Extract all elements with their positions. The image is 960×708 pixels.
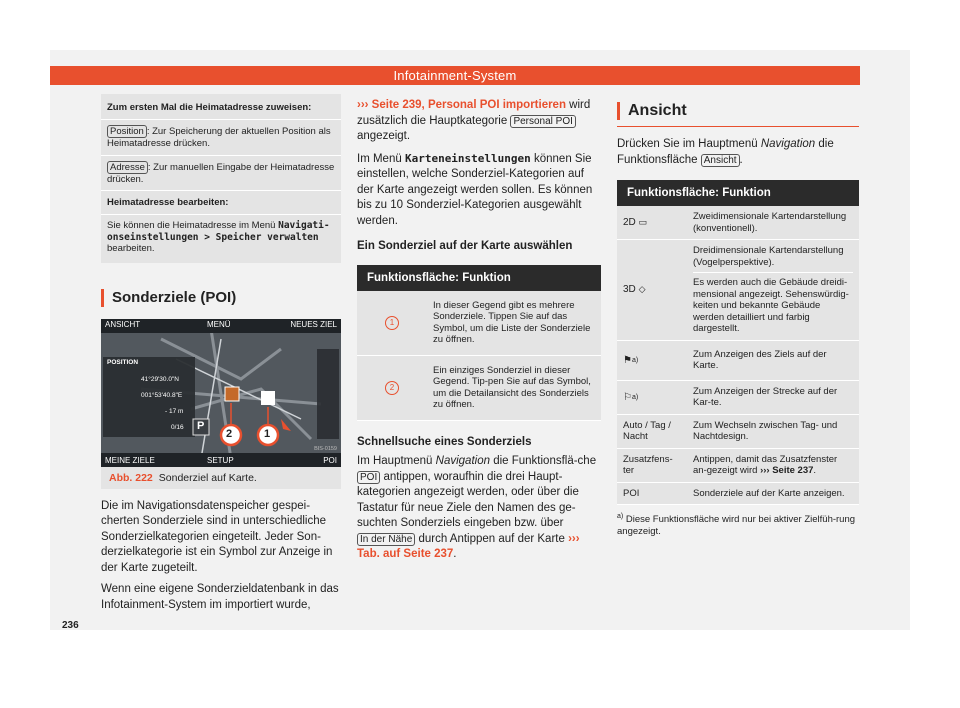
adresse-text: : Zur manuellen Eingabe der Heimatadresse drücken.: [107, 161, 335, 185]
column-right: [617, 94, 859, 538]
map-tab-poi[interactable]: POI: [323, 455, 337, 465]
edit-menu-path: Navigati-onseinstellungen > Speicher verwalten: [107, 220, 330, 243]
divider: [617, 126, 859, 127]
ansicht-row-text: [687, 240, 859, 340]
p3-nav: Navigation: [435, 455, 490, 467]
adresse-item: [101, 156, 341, 191]
p1-end: angezeigt.: [357, 130, 411, 142]
map-latitude: 41°29'30.0"N: [141, 375, 179, 383]
ansicht-table-row: [617, 240, 859, 341]
map-longitude: 001°53'40.8"E: [141, 391, 183, 399]
ansicht-table-row: [617, 415, 859, 449]
p-a: Drücken Sie im Hauptmenü: [617, 138, 758, 150]
edit-text: Sie können die Heimatadresse im Menü: [107, 220, 276, 231]
row-key-auto: Auto / Tag / Nacht: [623, 420, 671, 442]
row-zusatz-end: .: [813, 465, 817, 476]
map-illustration: [101, 319, 341, 467]
footnote-mark: a): [617, 513, 624, 520]
figure-caption: [101, 467, 341, 489]
ansicht-table: [617, 180, 859, 505]
map-code: BIS-0159: [314, 445, 337, 452]
map-marker-2: 2: [226, 427, 233, 440]
ansicht-table-row: [617, 449, 859, 483]
row-3d-text: Dreidimensionale Kartendarstellung (Vogelperspektive).: [693, 245, 853, 273]
p3-b: die Funktionsflä-che: [493, 455, 597, 467]
menu-karteneinstellungen: Karteneinstellungen: [404, 151, 531, 165]
caption-number: Abb. 222: [109, 471, 153, 484]
paragraph-import: Wenn eine eigene Sonderzieldatenbank in das Infotainment-System im importiert wurde,: [101, 583, 339, 611]
column-left: [101, 94, 341, 613]
p2-b: können Sie einstellen, welche Sonderziel-Kategorien auf der Karte angezeigt werden sollen. Es können bis zu 10 Sonderziel-Kategorien ausgewählt werden.: [357, 152, 593, 227]
row-key-poi: POI: [623, 487, 640, 499]
row-key-3d: 3D: [623, 284, 636, 296]
map-tab-neues-ziel[interactable]: NEUES ZIEL: [290, 319, 337, 329]
row-key-2d: 2D: [623, 217, 636, 228]
key-poi: POI: [357, 471, 380, 484]
page-number: 236: [62, 620, 79, 631]
key-in-der-naehe: In der Nähe: [357, 533, 415, 546]
ansicht-table-row: [617, 483, 859, 506]
p-b: die Funktionsfläche: [617, 138, 834, 166]
paragraph-ansicht: [617, 137, 859, 168]
edit-title: Heimatadresse bearbeiten:: [107, 197, 229, 208]
p-nav: Navigation: [760, 138, 816, 150]
ansicht-row-text: Sonderziele auf der Karte anzeigen.: [693, 487, 845, 499]
key-ansicht: Ansicht: [701, 154, 740, 167]
p3-a: Im Hauptmenü: [357, 455, 433, 467]
map-tab-meine-ziele[interactable]: MEINE ZIELE: [105, 455, 155, 465]
footnote-ref: a): [631, 356, 639, 364]
p2-a: Im Menü: [357, 152, 402, 165]
edit-end: bearbeiten.: [107, 243, 155, 254]
link-tab-237[interactable]: ››› Tab. auf Seite 237: [357, 532, 580, 560]
destination-icon: ⚑: [623, 354, 632, 366]
subheading-quick-search: Schnellsuche eines Sonderziels: [357, 435, 532, 448]
p1-rest: wird zusätzlich die Hauptkategorie: [357, 99, 591, 127]
poi-table-row: [357, 356, 601, 421]
poi-row-text: In dieser Gegend gibt es mehrere Sonderziele. Tippen Sie auf das Symbol, um die Liste der Sonderziele zu öffnen.: [433, 299, 591, 345]
poi-table-header: Funktionsfläche: Funktion: [357, 265, 601, 291]
p3-d: durch Antippen auf der Karte: [418, 532, 565, 545]
poi-table: [357, 265, 601, 421]
page-header: Infotainment-System: [50, 66, 860, 85]
section-title-ansicht: Ansicht: [617, 102, 859, 120]
subheading-select-poi: Ein Sonderziel auf der Karte auswählen: [357, 240, 573, 252]
position-item: [101, 120, 341, 155]
map-tab-setup[interactable]: SETUP: [207, 455, 234, 465]
edit-item: [101, 215, 341, 263]
key-personal-poi: Personal POI: [510, 115, 575, 128]
map-altitude: - 17 m: [165, 407, 184, 415]
poi-table-row: [357, 291, 601, 356]
ansicht-row-text: Zum Wechseln zwischen Tag- und Nachtdesign.: [693, 419, 838, 442]
marker-1-icon: 1: [385, 316, 399, 330]
link-personal-poi[interactable]: ››› Seite 239, Personal POI importieren: [357, 99, 566, 111]
row-key-zusatzfenster: Zusatzfens-ter: [623, 454, 673, 476]
map-position-label: POSITION: [107, 358, 139, 366]
ansicht-table-row: [617, 381, 859, 415]
adresse-key: Adresse: [107, 161, 148, 174]
paragraph-categories: Die im Navigationsdatenspeicher gespei-cherten Sonderziele sind in unterschiedliche Sonderzielkategorien eingeteilt. Jeder Son-derzielkategorie ist ein Symbol zur Anzeige in der Karte zugeteilt.: [101, 499, 333, 574]
row-3d-text-2: Es werden auch die Gebäude dreidi-mensional angezeigt. Sehenswürdig-keiten und bekannte Gebäude werden detailliert und farbig dargestellt.: [693, 277, 849, 334]
footnote-text: Diese Funktionsfläche wird nur bei aktiver Zielfüh-rung angezeigt.: [617, 514, 856, 538]
marker-2-icon: 2: [385, 381, 399, 395]
footnote-ref: a): [631, 393, 639, 401]
footnote: [617, 511, 859, 538]
map-figure: [101, 319, 341, 467]
link-seite-237[interactable]: ››› Seite 237: [760, 465, 814, 476]
ansicht-table-row: [617, 341, 859, 381]
map-tab-ansicht[interactable]: ANSICHT: [105, 319, 141, 329]
position-text: : Zur Speicherung der aktuellen Position als Heimatadresse drücken.: [107, 126, 331, 149]
ansicht-row-text: Zum Anzeigen des Ziels auf der Karte.: [693, 348, 827, 371]
paragraph-personal-poi: [357, 98, 601, 145]
column-middle: [357, 94, 601, 563]
map-parking-label: P: [197, 419, 205, 432]
ansicht-table-row: [617, 206, 859, 240]
map-marker-1: 1: [264, 427, 271, 440]
section-title-poi: Sonderziele (POI): [101, 289, 341, 307]
p3-c: antippen, woraufhin die drei Haupt-kategorien angezeigt werden, oder über die Tastatur für neue Ziele den Namen des ge-suchten Sonderziels eingeben bzw. über: [357, 470, 579, 529]
paragraph-karteneinstellungen: [357, 151, 601, 230]
position-key: Position: [107, 125, 147, 138]
p-end: .: [739, 153, 743, 166]
map-3d-icon: ◇: [638, 284, 646, 295]
ansicht-row-text: Zweidimensionale Kartendarstellung (konventionell).: [693, 211, 847, 234]
heimatadresse-box: [101, 94, 341, 263]
row-zusatz-text: Antippen, damit das Zusatzfenster an-gezeigt wird: [693, 453, 838, 476]
box-title: Zum ersten Mal die Heimatadresse zuweisen:: [107, 102, 312, 113]
map-satellites: 0/16: [171, 423, 184, 431]
poi-row-text: Ein einziges Sonderziel in dieser Gegend. Tip-pen Sie auf das Symbol, um die Detailansicht des Sonderziels zu öffnen.: [433, 364, 591, 410]
ansicht-table-header: Funktionsfläche: Funktion: [617, 180, 859, 206]
p3-end: .: [453, 548, 457, 560]
paragraph-quick-search: [357, 454, 601, 563]
map-2d-icon: ▭: [638, 217, 648, 227]
route-icon: ⚐: [623, 391, 632, 403]
ansicht-row-text: [687, 449, 859, 482]
caption-text: Sonderziel auf Karte.: [158, 471, 257, 484]
ansicht-row-text: Zum Anzeigen der Strecke auf der Kar-te.: [693, 385, 838, 408]
map-tab-menu[interactable]: MENÜ: [207, 319, 231, 329]
